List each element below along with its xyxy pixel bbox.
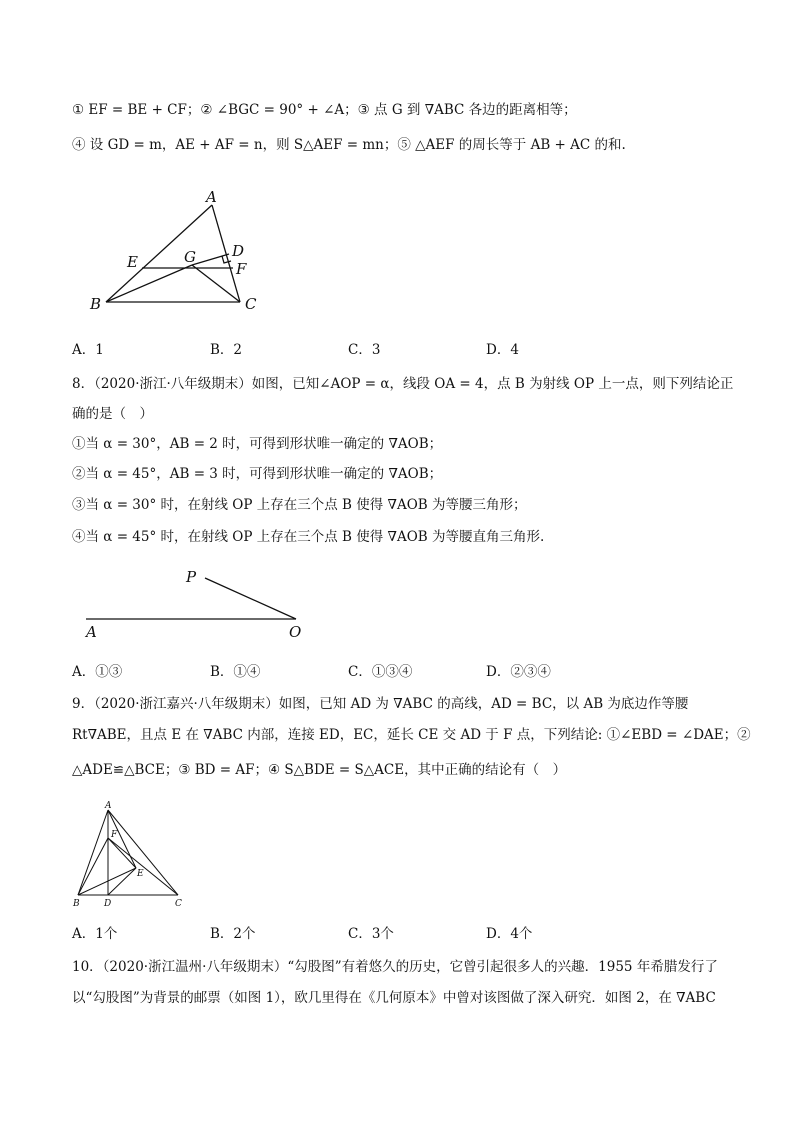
q7-label-d: D	[232, 242, 245, 260]
q7-conclusions-line1: ① EF = BE + CF；② ∠BGC = 90° + ∠A；③ 点 G 到 ∇ABC 各边的距离相等；	[72, 102, 577, 118]
q8-option-c[interactable]: C．①③④	[348, 664, 413, 680]
q7-triangle-figure	[80, 185, 280, 320]
q9-segment-de	[108, 868, 136, 895]
q7-option-d[interactable]: D．4	[486, 342, 519, 358]
q7-label-f: F	[236, 260, 247, 278]
q7-conclusions-line2: ④ 设 GD = m，AE + AF = n，则 S△AEF = mn；⑤ △AEF 的周长等于 AB + AC 的和.	[72, 137, 626, 153]
q9-segment-fe	[108, 838, 136, 868]
q8-item-4: ④当 α = 45° 时，在射线 OP 上存在三个点 B 使得 ∇AOB 为等腰直角三角形.	[72, 529, 545, 545]
q9-triangle-figure	[70, 800, 190, 910]
q9-side-ab	[78, 810, 108, 895]
q8-option-a[interactable]: A．①③	[72, 664, 123, 680]
q7-label-c: C	[245, 295, 257, 313]
q8-item-2: ②当 α = 45°，AB = 3 时，可得到形状唯一确定的 ∇AOB；	[72, 466, 443, 482]
q8-ray-op	[205, 578, 296, 619]
q9-label-f: F	[111, 830, 118, 840]
q7-label-b: B	[90, 295, 102, 313]
q8-label-a: A	[86, 623, 97, 641]
q8-stem-line1: 8．（2020·浙江·八年级期末）如图，已知∠AOP = α，线段 OA = 4，点 B 为射线 OP 上一点，则下列结论正	[72, 376, 734, 392]
q10-stem-line2: 以“勾股图”为背景的邮票（如图 1），欧几里得在《几何原本》中曾对该图做了深入研究．如图 2，在 ∇ABC	[72, 990, 716, 1006]
q8-label-o: O	[289, 623, 302, 641]
q9-stem-line1: 9．（2020·浙江嘉兴·八年级期末）如图，已知 AD 为 ∇ABC 的高线，AD = BC，以 AB 为底边作等腰	[72, 696, 689, 712]
q8-stem-line2: 确的是（ ）	[72, 406, 153, 422]
q8-option-b[interactable]: B．①④	[210, 664, 261, 680]
q9-option-d[interactable]: D．4个	[486, 926, 533, 942]
q7-side-ab	[106, 205, 212, 302]
q9-option-a[interactable]: A．1个	[72, 926, 118, 942]
q9-side-ac	[108, 810, 178, 895]
q7-option-b[interactable]: B．2	[210, 342, 243, 358]
q9-stem-line3: △ADE≌△BCE；③ BD = AF；④ S△BDE = S△ACE，其中正确的结论有（ ）	[72, 762, 567, 778]
q8-option-d[interactable]: D．②③④	[486, 664, 551, 680]
q8-item-1: ①当 α = 30°，AB = 2 时，可得到形状唯一确定的 ∇AOB；	[72, 436, 443, 452]
q7-label-e: E	[127, 253, 138, 271]
q9-option-c[interactable]: C．3个	[348, 926, 394, 942]
q7-label-a: A	[206, 188, 217, 206]
q9-label-c: C	[175, 899, 182, 909]
q9-label-d: D	[104, 899, 112, 909]
q7-label-g: G	[184, 248, 196, 266]
q9-label-a: A	[105, 801, 112, 811]
q9-label-e: E	[137, 869, 144, 879]
q7-option-a[interactable]: A．1	[72, 342, 104, 358]
q9-segment-cf	[108, 838, 178, 895]
q8-angle-figure	[80, 563, 310, 643]
q8-item-3: ③当 α = 30° 时，在射线 OP 上存在三个点 B 使得 ∇AOB 为等腰三角形；	[72, 497, 527, 513]
q8-label-p: P	[186, 568, 197, 586]
q9-option-b[interactable]: B．2个	[210, 926, 256, 942]
q7-segment-gc	[192, 265, 240, 302]
q10-stem-line1: 10．（2020·浙江温州·八年级期末）“勾股图”有着悠久的历史，它曾引起很多人的兴趣．1955 年希腊发行了	[72, 959, 718, 975]
q7-segment-bg	[106, 265, 192, 302]
q9-stem-line2: Rt∇ABE，且点 E 在 ∇ABC 内部，连接 ED，EC，延长 CE 交 AD 于 F 点，下列结论: ①∠EBD = ∠DAE；②	[72, 727, 751, 743]
q9-segment-be	[78, 868, 136, 895]
q9-segment-bf	[78, 838, 108, 895]
q7-option-c[interactable]: C．3	[348, 342, 381, 358]
q9-label-b: B	[73, 899, 80, 909]
